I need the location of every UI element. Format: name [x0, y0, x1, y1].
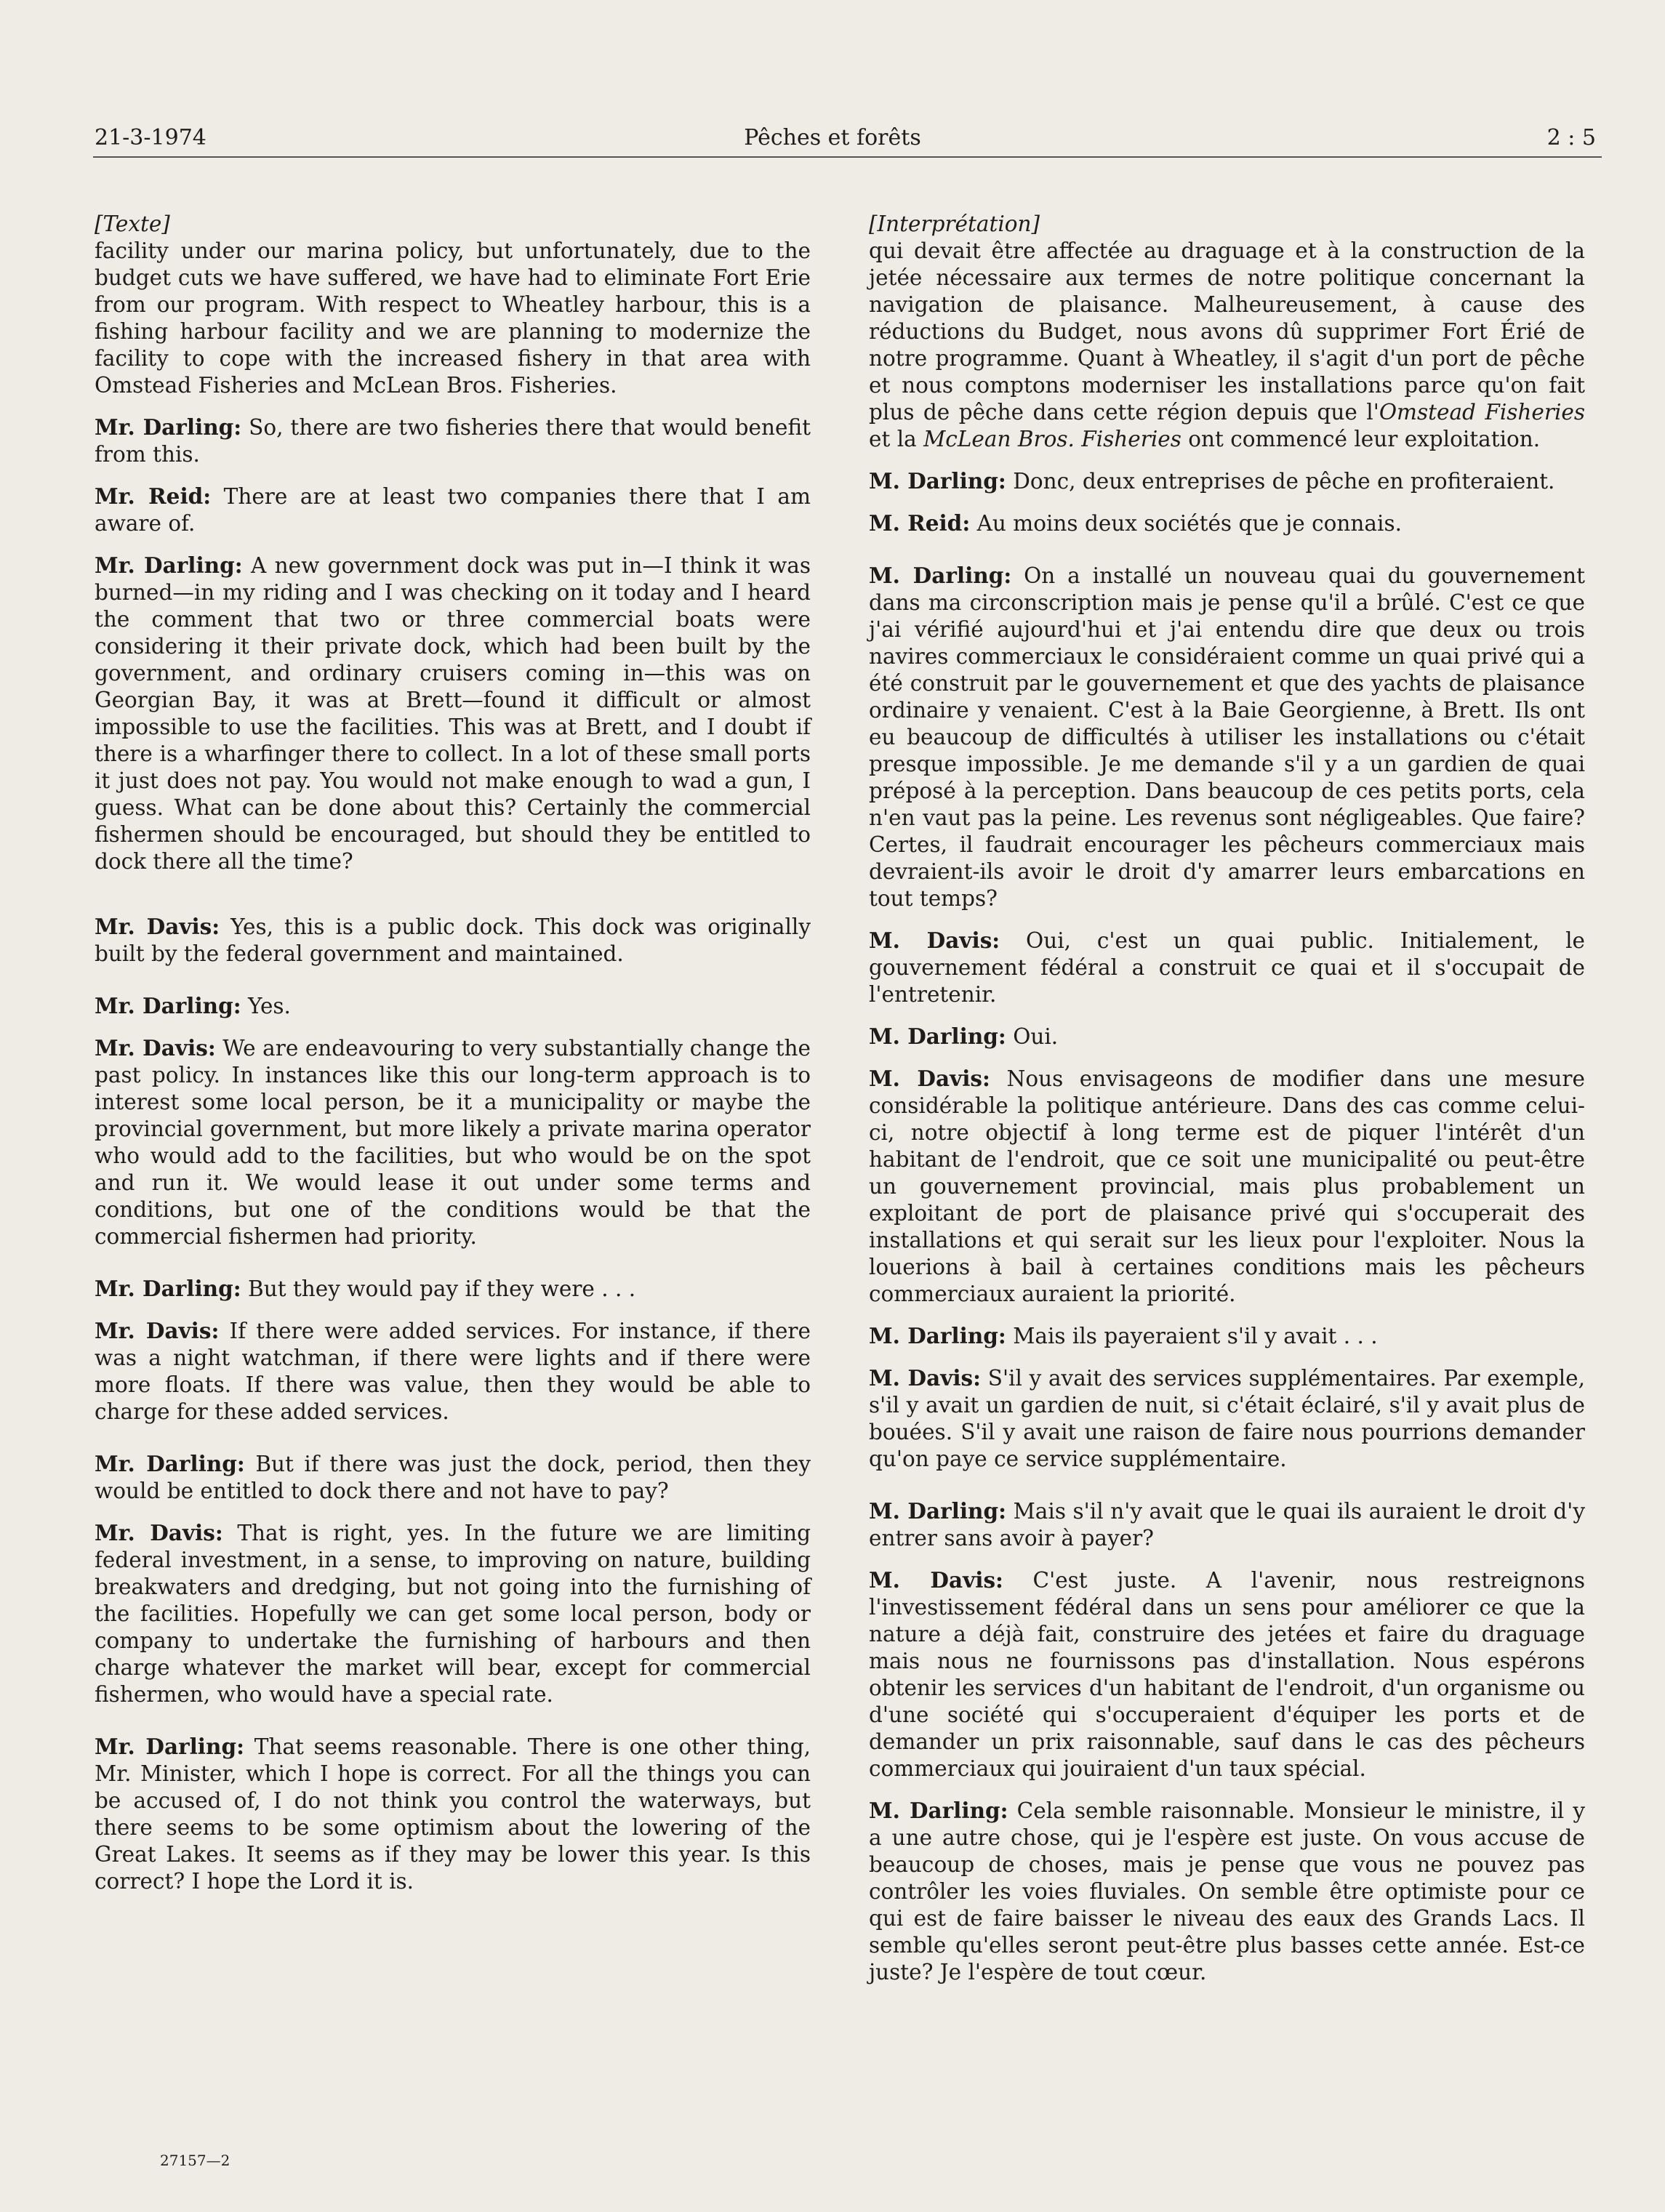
intro-text: et la [869, 427, 924, 451]
speaker: M. Davis: [869, 928, 1000, 953]
speaker: M. Darling: [869, 1023, 1006, 1049]
company-name: Omstead Fisheries [1379, 400, 1586, 425]
speaker: M. Davis: [869, 1365, 982, 1391]
paragraph [95, 992, 811, 1020]
company-name: McLean Bros. Fisheries [923, 427, 1181, 451]
header-date: 21-3-1974 [95, 125, 206, 150]
speaker: Mr. Darling: [95, 414, 242, 440]
speech: Au moins deux sociétés que je connais. [970, 511, 1402, 536]
speaker: M. Darling: [869, 1498, 1007, 1524]
speech: There are at least two companies there that I am aware of. [95, 484, 811, 536]
paragraph [869, 1497, 1585, 1552]
speaker: Mr. Davis: [95, 914, 220, 939]
speech: Oui, c'est un quai public. Initialement, le gouvernement fédéral a construit ce quai et il s'occupait de l'entretenir. [869, 928, 1585, 1007]
paragraph [869, 1322, 1585, 1350]
paragraph [95, 913, 811, 968]
paragraph [869, 1065, 1585, 1308]
intro-paragraph: facility under our marina policy, but unfortunately, due to the budget cuts we have suffered, we have had to eliminate Fort Erie from our program. With respect to Wheatley harbour, this is a fishing harbour facility and we are planning to modernize the facility to cope with the increased fishery in that area with Omstead Fisheries and McLean Bros. Fisheries. [95, 238, 811, 398]
paragraph [95, 1733, 811, 1895]
english-column [95, 211, 811, 1910]
speaker: Mr. Davis: [95, 1318, 220, 1343]
paragraph [95, 1275, 811, 1303]
speech: Donc, deux entreprises de pêche en profiteraient. [1006, 469, 1555, 494]
speaker: Mr. Darling: [95, 552, 243, 578]
paragraph [95, 552, 811, 875]
speaker: M. Darling: [869, 1323, 1006, 1348]
paragraph [95, 1450, 811, 1505]
speech: On a installé un nouveau quai du gouvernement dans ma circonscription mais je pense qu'il a brûlé. C'est ce que j'ai vérifié aujourd'hui et j'ai entendu dire que deux ou trois navires commerciaux le considéraient comme un quai privé qui a été construit par le gouvernement et que des yachts de plaisance ordinaire y venaient. C'est à la Baie Georgienne, à Brett. Ils ont eu beaucoup de difficultés à utiliser les installations ou c'était presque impossible. Je me demande s'il y a un gardien de quai préposé à la perception. Dans beaucoup de ces petits ports, cela n'en vaut pas la peine. Les revenus sont négligeables. Que faire? Certes, il faudrait encourager les pêcheurs commerciaux mais devraient-ils avoir le droit d'y amarrer leurs embarcations en tout temps? [869, 563, 1585, 911]
speaker: Mr. Darling: [95, 1734, 244, 1759]
paragraph [95, 1034, 811, 1250]
speech: But they would pay if they were . . . [241, 1276, 636, 1301]
speech: Oui. [1006, 1024, 1059, 1049]
speaker: M. Reid: [869, 510, 971, 536]
speaker: M. Davis: [869, 1066, 990, 1091]
paragraph [869, 510, 1585, 537]
speech: If there were added services. For instance, if there was a night watchman, if there were lights and if there were more floats. If there was value, then they would be able to charge for these added services. [95, 1319, 811, 1424]
paragraph [95, 483, 811, 537]
speech: Mais ils payeraient s'il y avait . . . [1006, 1324, 1378, 1348]
header-rule [93, 156, 1602, 158]
header-page-number: 2 : 5 [1546, 125, 1596, 150]
paragraph [869, 1023, 1585, 1050]
speech: Yes, this is a public dock. This dock was originally built by the federal government and maintained. [95, 914, 811, 966]
intro-paragraph [869, 238, 1585, 453]
column-tag: [Texte] [95, 212, 170, 236]
speaker: Mr. Darling: [95, 993, 241, 1018]
intro-text: ont commencé leur exploitation. [1181, 427, 1541, 451]
column-tag: [Interprétation] [869, 212, 1040, 236]
paragraph [869, 1797, 1585, 1986]
speech: A new government dock was put in—I think it was burned—in my riding and I was checking on it today and I heard the comment that two or three commercial boats were considering it their private dock, which had been built by the government, and ordinary cruisers coming in—this was on Georgian Bay, it was at Brett—found it difficult or almost impossible to use the facilities. This was at Brett, and I doubt if there is a wharfinger there to collect. In a lot of these small ports it just does not pay. You would not make enough to wad a gun, I guess. What can be done about this? Certainly the commercial fishermen should be encouraged, but should they be entitled to dock there all the time? [95, 553, 811, 874]
speech: C'est juste. A l'avenir, nous restreignons l'investissement fédéral dans un sens pour améliorer ce que la nature a déjà fait, construire des jetées et faire du draguage mais nous ne fournissons pas d'installation. Nous espérons obtenir les services d'un habitant de l'endroit, d'un organisme ou d'une société qui s'occuperaient d'équiper les ports et de demander un prix raisonnable, sauf dans le cas des pêcheurs commerciaux qui jouiraient d'un taux spécial. [869, 1568, 1585, 1781]
paragraph [869, 927, 1585, 1008]
speech: So, there are two fisheries there that would benefit from this. [95, 415, 811, 467]
speaker: Mr. Darling: [95, 1276, 241, 1301]
speaker: Mr. Darling: [95, 1451, 245, 1476]
speech: But if there was just the dock, period, then they would be entitled to dock there and not have to pay? [95, 1452, 811, 1503]
speaker: M. Darling: [869, 468, 1006, 494]
paragraph [869, 467, 1585, 495]
header-title: Pêches et forêts [744, 125, 921, 150]
speaker: Mr. Reid: [95, 483, 212, 509]
speech: Mais s'il n'y avait que le quai ils auraient le droit d'y entrer sans avoir à payer? [869, 1499, 1586, 1551]
paragraph [95, 414, 811, 468]
speech: That is right, yes. In the future we are limiting federal investment, in a sense, to improving on nature, building breakwaters and dredging, but not going into the furnishing of the facilities. Hopefully we can get some local person, body or company to undertake the furnishing of harbours and then charge whatever the market will bear, except for commercial fishermen, who would have a special rate. [95, 1521, 811, 1707]
speech: That seems reasonable. There is one other thing, Mr. Minister, which I hope is correct. For all the things you can be accused of, I do not think you control the waterways, but there seems to be some optimism about the lowering of the Great Lakes. It seems as if they may be lower this year. Is this correct? I hope the Lord it is. [95, 1734, 811, 1894]
intro-text: qui devait être affectée au draguage et à la construction de la jetée nécessaire aux termes de notre politique concernant la navigation de plaisance. Malheureusement, à cause des réductions du Budget, nous avons dû supprimer Fort Érié de notre programme. Quant à Wheatley, il s'agit d'un port de pêche et nous comptons moderniser les installations parce qu'on fait plus de pêche dans cette région depuis que l' [869, 238, 1585, 425]
paragraph [869, 1364, 1585, 1473]
paragraph [869, 1567, 1585, 1782]
paragraph [95, 1317, 811, 1425]
paragraph [95, 1519, 811, 1708]
paragraph [869, 562, 1585, 912]
french-column [869, 211, 1585, 2000]
speech: S'il y avait des services supplémentaires. Par exemple, s'il y avait un gardien de nuit, si c'était éclairé, s'il y avait plus de bouées. S'il y avait une raison de faire nous pourrions demander qu'on paye ce service supplémentaire. [869, 1366, 1585, 1471]
footer-code: 27157—2 [160, 2152, 230, 2169]
speaker: M. Davis: [869, 1567, 1003, 1593]
speech: Cela semble raisonnable. Monsieur le ministre, il y a une autre chose, qui je l'espère est juste. On vous accuse de beaucoup de choses, mais je pense que vous ne pouvez pas contrôler les voies fluviales. On semble être optimiste pour ce qui est de faire baisser le niveau des eaux des Grands Lacs. Il semble qu'elles seront peut-être plus basses cette année. Est-ce juste? Je l'espère de tout cœur. [869, 1798, 1586, 1984]
speech: Nous envisageons de modifier dans une mesure considérable la politique antérieure. Dans des cas comme celui-ci, notre objectif à long terme est de piquer l'intérêt d'un habitant de l'endroit, que ce soit une municipalité ou peut-être un gouvernement provincial, mais plus probablement un exploitant de port de plaisance privé qui s'occuperait des installations et qui serait sur les lieux pour l'exploiter. Nous la louerions à bail à certaines conditions mais les pêcheurs commerciaux auraient la priorité. [869, 1066, 1585, 1306]
speech: Yes. [241, 994, 291, 1018]
speaker: Mr. Davis: [95, 1520, 223, 1545]
speaker: M. Darling: [869, 563, 1012, 588]
speaker: M. Darling: [869, 1798, 1008, 1823]
speech: We are endeavouring to very substantially change the past policy. In instances like this our long-term approach is to interest some local person, be it a municipality or maybe the provincial government, but more likely a private marina operator who would add to the facilities, but who would be on the spot and run it. We would lease it out under some terms and conditions, but one of the conditions would be that the commercial fishermen had priority. [95, 1036, 811, 1249]
speaker: Mr. Davis: [95, 1035, 216, 1061]
